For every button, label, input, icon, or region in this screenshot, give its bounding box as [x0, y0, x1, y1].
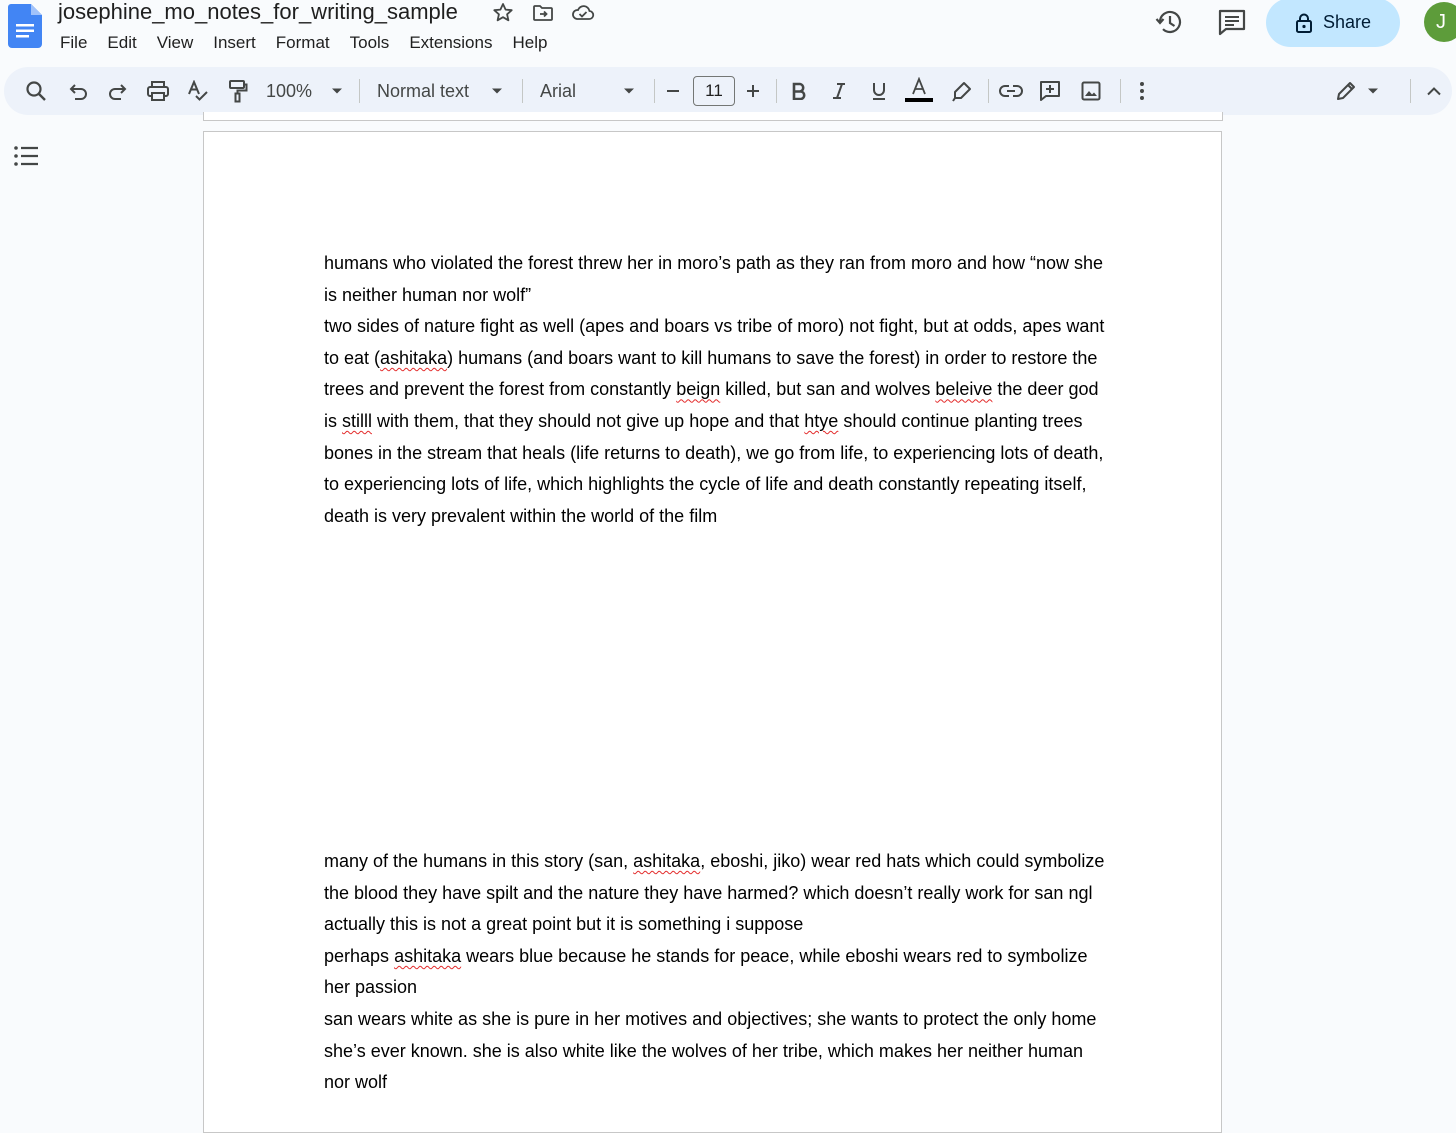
text-run: two sides of nature fight as well (apes and boars vs tribe of moro) not fight, but at odds, apes want to eat ( — [324, 316, 1105, 368]
text-run: killed, but san and wolves — [720, 379, 936, 400]
misspelled-word: htye — [804, 410, 839, 431]
separator — [522, 79, 523, 103]
separator — [1410, 79, 1411, 103]
bold-icon[interactable] — [788, 79, 810, 103]
document-title[interactable]: josephine_mo_notes_for_writing_sample — [58, 0, 458, 24]
text-color-icon[interactable] — [904, 77, 934, 105]
text-run: should continue planting trees — [838, 410, 1083, 431]
editing-mode-icon[interactable] — [1334, 79, 1358, 103]
menu-help[interactable]: Help — [512, 33, 548, 52]
share-label: Share — [1322, 12, 1372, 32]
font-dropdown-icon[interactable] — [622, 79, 636, 103]
misspelled-word: stilll — [342, 410, 372, 431]
insert-link-icon[interactable] — [998, 79, 1024, 103]
text-run: the deer god is — [324, 379, 1099, 431]
menu-extensions[interactable]: Extensions — [409, 33, 493, 52]
menu-file[interactable]: File — [60, 33, 88, 52]
menu-insert[interactable]: Insert — [213, 33, 256, 52]
text-run: perhaps — [324, 945, 395, 966]
print-icon[interactable] — [146, 79, 170, 103]
font-select[interactable] — [540, 79, 600, 103]
font-value: Arial — [540, 80, 577, 101]
separator — [988, 79, 989, 103]
separator — [359, 79, 360, 103]
misspelled-word: beign — [676, 379, 721, 400]
style-dropdown-icon[interactable] — [490, 79, 504, 103]
text-run: wears blue because he stands for peace, while eboshi wears red to symbolize her passion — [324, 945, 1088, 998]
document-outline-icon[interactable] — [12, 144, 40, 168]
formatting-toolbar — [4, 67, 1452, 115]
highlight-color-icon[interactable] — [950, 79, 974, 103]
search-icon[interactable] — [24, 79, 48, 103]
menu-view[interactable]: View — [156, 33, 194, 52]
text-run: san wears white as she is pure in her motives and objectives; she wants to protect the only home she’s ever known. she is also white like the wolves of her tribe, which makes her neither human nor wolf — [324, 1008, 1097, 1093]
misspelled-word: ashitaka — [394, 945, 462, 966]
share-button[interactable] — [1266, 0, 1400, 47]
text-run: bones in the stream that heals (life returns to death), we go from life, to experiencing lots of death, to experiencing lots of life, which highlights the cycle of life and death constantly repeating itself, death is very prevalent within the world of the film — [324, 442, 1104, 526]
misspelled-word: ashitaka — [380, 347, 448, 368]
separator — [776, 79, 777, 103]
editing-mode-dropdown-icon[interactable] — [1366, 79, 1380, 103]
insert-image-icon[interactable] — [1080, 79, 1102, 103]
menu-format[interactable]: Format — [275, 33, 330, 52]
version-history-icon[interactable] — [1154, 6, 1186, 38]
collapse-menus-icon[interactable] — [1424, 79, 1444, 103]
previous-page-edge — [203, 112, 1223, 121]
star-icon[interactable] — [491, 1, 515, 25]
avatar[interactable]: J — [1424, 2, 1456, 42]
text-run: ) humans (and boars want to kill humans to save the forest) in order to restore the trees and prevent the forest from constantly — [324, 347, 1098, 400]
comments-icon[interactable] — [1216, 6, 1248, 38]
misspelled-word: beleive — [935, 379, 993, 400]
zoom-select[interactable] — [266, 79, 318, 103]
add-comment-icon[interactable] — [1038, 79, 1062, 103]
text-run: humans who violated the forest threw her in moro’s path as they ran from moro and how “now she is neither human nor wolf” — [324, 253, 1104, 305]
text-run: many of the humans in this story (san, — [324, 851, 634, 871]
spellcheck-icon[interactable] — [186, 79, 210, 103]
zoom-value: 100% — [266, 80, 313, 101]
increase-font-size-icon[interactable] — [744, 79, 762, 103]
paint-format-icon[interactable] — [226, 79, 250, 103]
separator — [1120, 79, 1121, 103]
italic-icon[interactable] — [828, 79, 850, 103]
decrease-font-size-icon[interactable] — [664, 79, 682, 103]
text-run: with them, that they should not give up hope and that — [372, 410, 805, 431]
underline-icon[interactable] — [868, 79, 890, 103]
paragraph-2[interactable] — [324, 846, 1114, 1099]
lock-icon — [1295, 13, 1313, 33]
undo-icon[interactable] — [66, 79, 90, 103]
move-to-folder-icon[interactable] — [531, 1, 555, 25]
separator — [654, 79, 655, 103]
menu-bar — [50, 32, 557, 54]
text-run: , eboshi, jiko) wear red hats which could symbolize the blood they have spilt and the nature they have harmed? which doesn’t really work for san ngl actually this is not a great point but it is something i suppose — [324, 851, 1105, 935]
paragraph-1[interactable] — [324, 248, 1114, 532]
menu-edit[interactable]: Edit — [107, 33, 137, 52]
title-bar — [0, 0, 1456, 62]
font-size-input[interactable]: 11 — [693, 76, 735, 106]
docs-logo-icon[interactable] — [8, 4, 42, 48]
document-page[interactable] — [203, 131, 1222, 1133]
cloud-saved-icon[interactable] — [570, 1, 596, 25]
style-value: Normal text — [377, 80, 470, 101]
zoom-dropdown-icon[interactable] — [330, 79, 344, 103]
misspelled-word: ashitaka — [633, 851, 701, 871]
style-select[interactable] — [377, 79, 487, 103]
redo-icon[interactable] — [106, 79, 130, 103]
menu-tools[interactable]: Tools — [349, 33, 390, 52]
more-options-icon[interactable] — [1134, 79, 1150, 103]
